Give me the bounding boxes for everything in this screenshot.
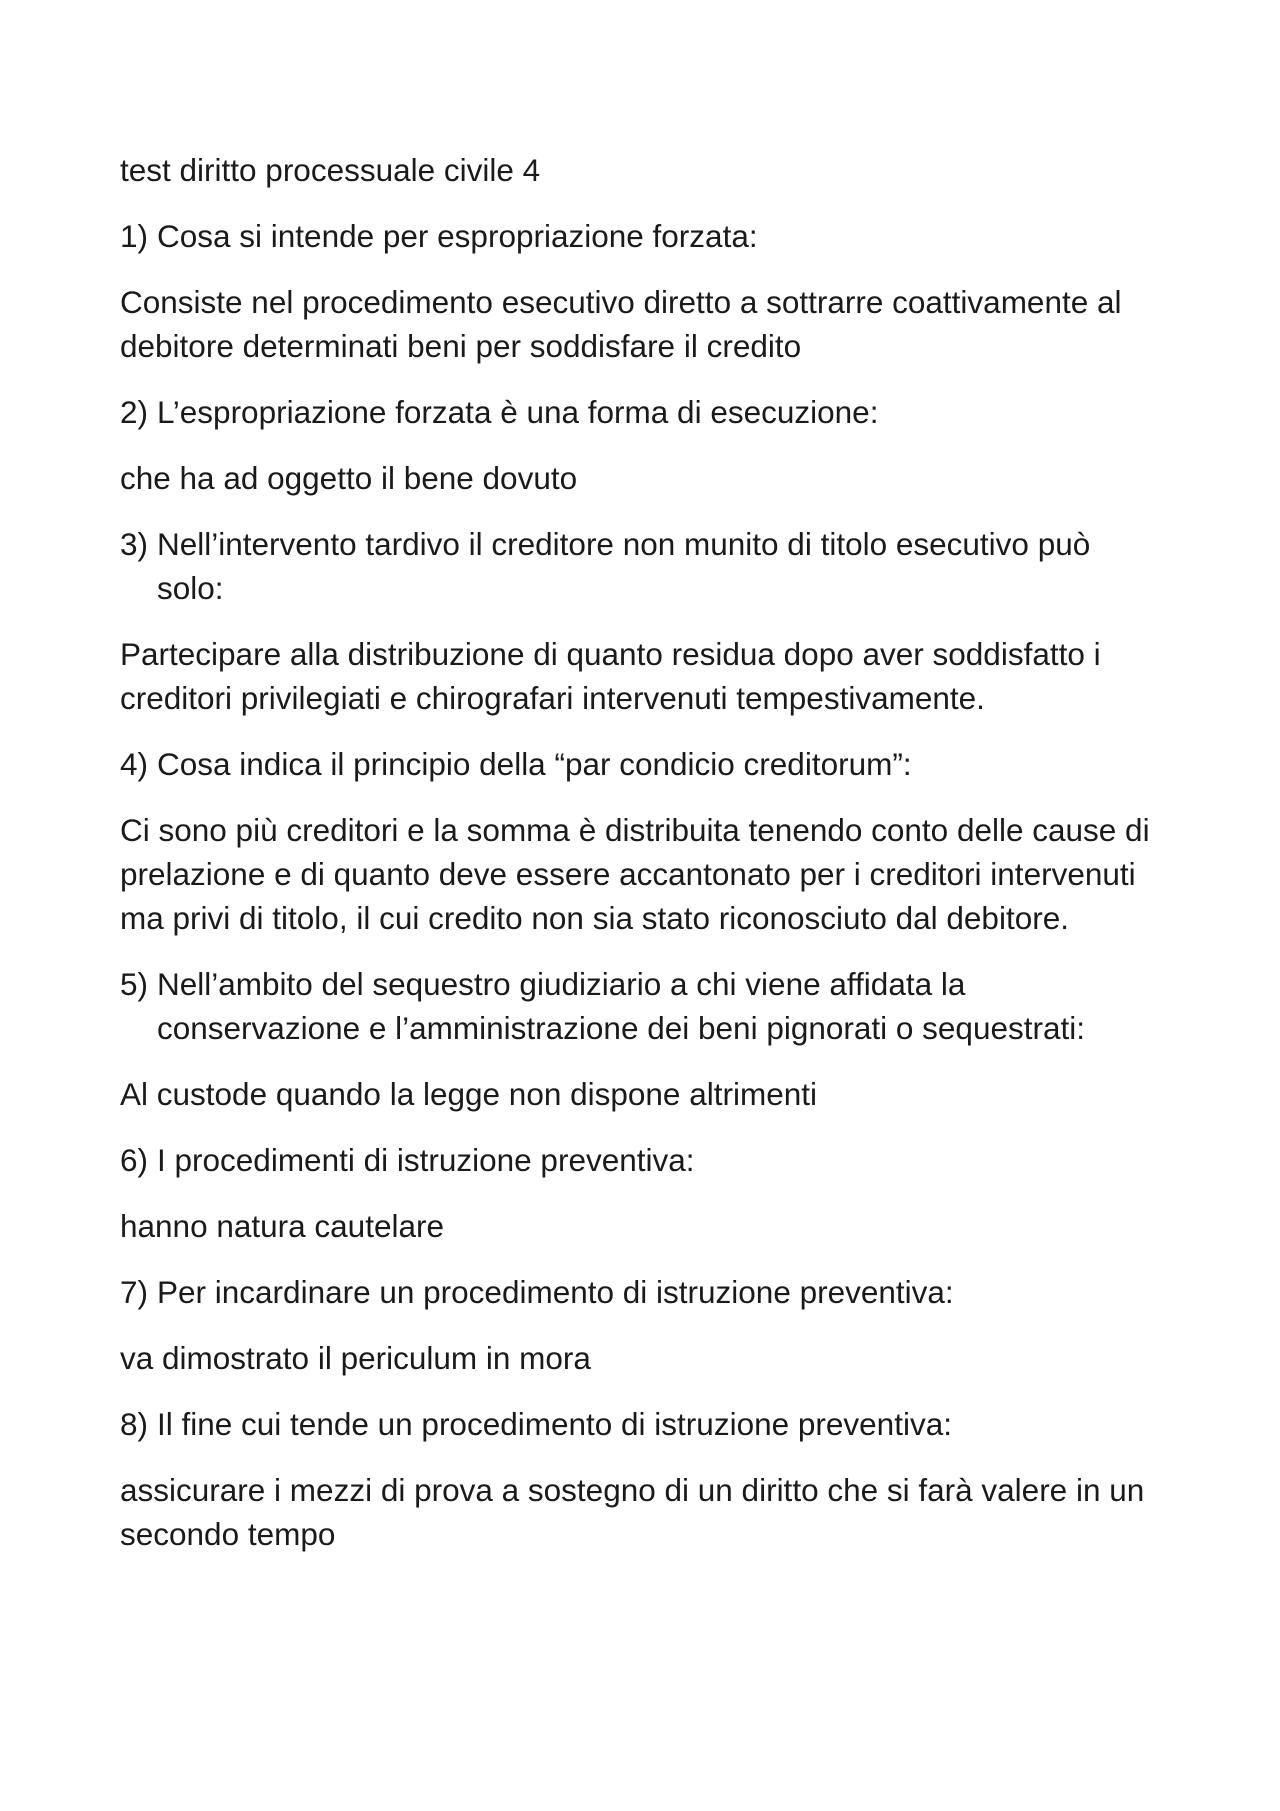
question [120,214,1160,258]
question-number: 8) [120,1406,149,1442]
question-number: 3) [120,526,149,562]
qa-item-1 [120,214,1160,368]
qa-item-2 [120,390,1160,500]
answer-text: che ha ad oggetto il bene dovuto [120,460,578,496]
question-number: 7) [120,1274,149,1310]
question-text: Il fine cui tende un procedimento di istruzione preventiva: [157,1406,952,1442]
answer-text: assicurare i mezzi di prova a sostegno di un diritto che si farà valere in un secondo tempo [120,1472,1145,1552]
question [120,1270,1160,1314]
qa-item-5 [120,962,1160,1116]
question-number: 1) [120,218,149,254]
qa-item-6 [120,1138,1160,1248]
answer-text: Al custode quando la legge non dispone altrimenti [120,1076,817,1112]
question [120,390,1160,434]
document-title: test diritto processuale civile 4 [120,152,541,188]
question [120,1402,1160,1446]
answer-text: Consiste nel procedimento esecutivo diretto a sottrarre coattivamente al debitore determinati beni per soddisfare il credito [120,284,1122,364]
question-text: Cosa si intende per espropriazione forzata: [157,218,758,254]
question [120,742,1160,786]
question-text: I procedimenti di istruzione preventiva: [157,1142,695,1178]
question [120,962,1160,1050]
answer-text: hanno natura cautelare [120,1208,444,1244]
qa-item-8 [120,1402,1160,1556]
question-number: 5) [120,966,149,1002]
question-number: 6) [120,1142,149,1178]
question-text: L’espropriazione forzata è una forma di esecuzione: [157,394,879,430]
answer-text: Ci sono più creditori e la somma è distribuita tenendo conto delle cause di prelazione e di quanto deve essere accantonato per i creditori intervenuti ma privi di titolo, il cui credito non sia stato riconosciuto dal debitore. [120,812,1150,936]
answer-text: Partecipare alla distribuzione di quanto residua dopo aver soddisfatto i creditori privilegiati e chirografari intervenuti tempestivamente. [120,636,1101,716]
question-number: 2) [120,394,149,430]
question-text: Nell’intervento tardivo il creditore non munito di titolo esecutivo può solo: [157,526,1091,606]
qa-item-7 [120,1270,1160,1380]
question-number: 4) [120,746,149,782]
question-text: Per incardinare un procedimento di istruzione preventiva: [157,1274,954,1310]
question [120,1138,1160,1182]
question [120,522,1160,610]
qa-item-3 [120,522,1160,720]
question-text: Cosa indica il principio della “par condicio creditorum”: [157,746,912,782]
answer-text: va dimostrato il periculum in mora [120,1340,591,1376]
qa-item-4 [120,742,1160,940]
question-text: Nell’ambito del sequestro giudiziario a chi viene affidata la conservazione e l’amministrazione dei beni pignorati o sequestrati: [157,966,1086,1046]
